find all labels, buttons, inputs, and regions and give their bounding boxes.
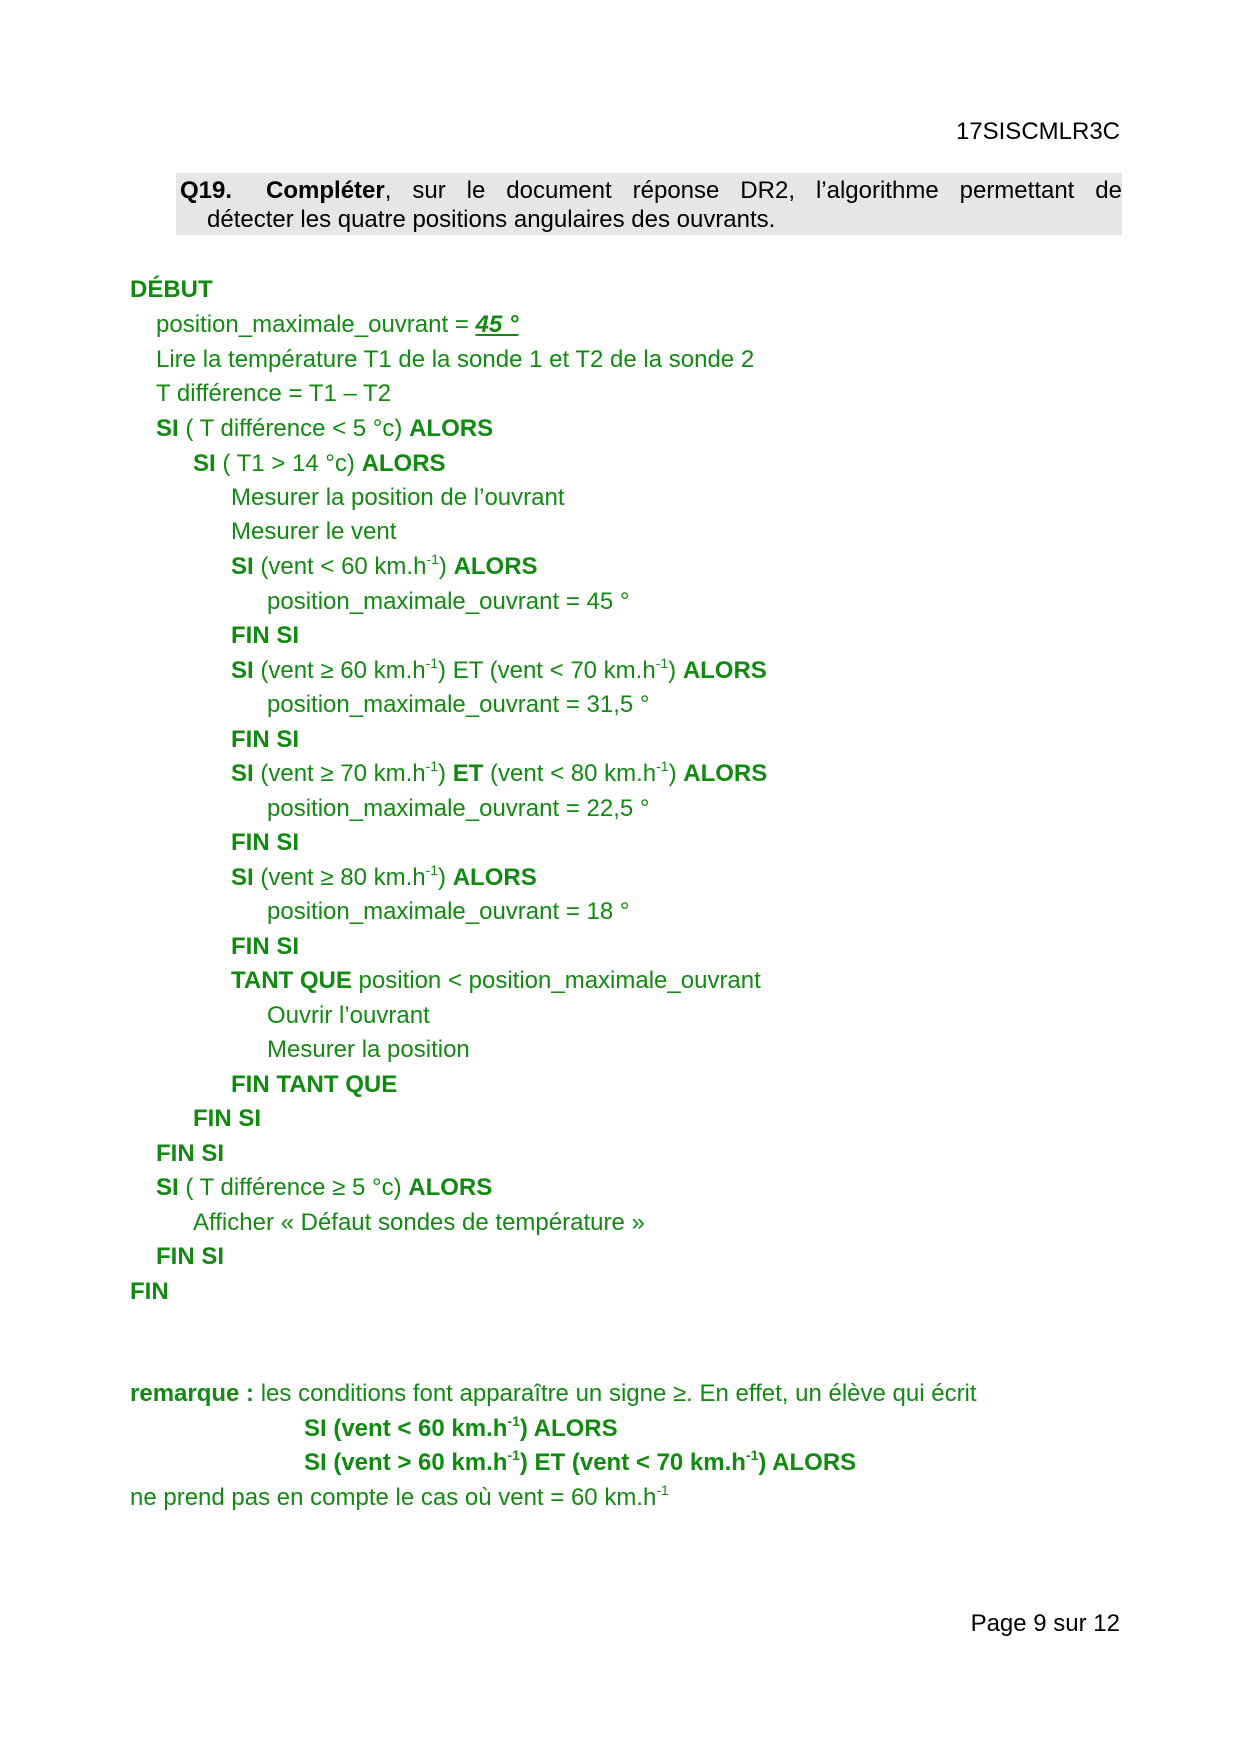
- algo-assign-18: position_maximale_ouvrant = 18 °: [267, 898, 630, 925]
- algo-si-diff: SI ( T différence < 5 °c) ALORS: [156, 415, 494, 442]
- question-line-2: détecter les quatre positions angulaires des ouvrants.: [207, 206, 776, 233]
- algo-fin-si-3: FIN SI: [231, 829, 300, 856]
- page-number: Page 9 sur 12: [970, 1610, 1120, 1637]
- question-text: , sur le document réponse DR2, l’algorithme permettant de: [384, 177, 1122, 204]
- algo-assign-22: position_maximale_ouvrant = 22,5 °: [267, 795, 650, 822]
- remark-example-2: SI (vent > 60 $km.h^{-1}$) ET (vent < 70 $km.h^{-1}$) ALORS: [304, 1447, 857, 1476]
- question-line-1: [180, 177, 1122, 205]
- algo-si-t1: SI ( T1 > 14 °c) ALORS: [193, 450, 446, 477]
- remark-label: remarque :: [130, 1380, 255, 1407]
- question-box: [176, 173, 1122, 235]
- remark-example-1: SI (vent < 60 $km.h^{-1}$) ALORS: [304, 1413, 618, 1442]
- algo-assign-31: position_maximale_ouvrant = 31,5 °: [267, 691, 650, 718]
- algo-debut: DÉBUT: [130, 276, 213, 303]
- algo-fin-si-1: FIN SI: [231, 622, 300, 649]
- remark-conclusion: ne prend pas en compte le cas où vent = 60 $km.h^{-1}$: [130, 1482, 669, 1511]
- question-verb: Compléter: [266, 177, 385, 204]
- algo-measure-pos: Mesurer la position: [267, 1036, 470, 1063]
- algo-fin: FIN: [130, 1278, 169, 1305]
- answer-value: 45 °: [475, 311, 519, 338]
- algo-fin-si-4: FIN SI: [231, 933, 300, 960]
- algo-assign-45: position_maximale_ouvrant = 45 °: [267, 588, 630, 615]
- algo-measure-wind: Mesurer le vent: [231, 518, 397, 545]
- algo-t-diff: T différence = T1 – T2: [156, 380, 392, 407]
- algo-fin-si-diff: FIN SI: [156, 1140, 225, 1167]
- algo-fin-tant-que: FIN TANT QUE: [231, 1071, 398, 1098]
- algo-display-fault: Afficher « Défaut sondes de température »: [193, 1209, 645, 1236]
- algo-tant-que: TANT QUE position < position_maximale_ouvrant: [231, 967, 761, 994]
- algo-si-diff-ge: SI ( T différence ≥ 5 °c) ALORS: [156, 1174, 493, 1201]
- algo-si-wind-1: SI (vent < 60 $km.h^{-1}$) ALORS: [231, 551, 538, 580]
- algo-fin-si-ge: FIN SI: [156, 1243, 225, 1270]
- algo-init-line: position_maximale_ouvrant = 45 °: [156, 311, 519, 338]
- algo-fin-si-2: FIN SI: [231, 726, 300, 753]
- algo-si-wind-2: SI (vent ≥ 60 $km.h^{-1}$) ET (vent < 70 $km.h^{-1}$) ALORS: [231, 655, 767, 684]
- algo-fin-si-t1: FIN SI: [193, 1105, 262, 1132]
- algo-open: Ouvrir l’ouvrant: [267, 1002, 430, 1029]
- algo-si-wind-3: SI (vent ≥ 70 $km.h^{-1}$) ET (vent < 80 $km.h^{-1}$) ALORS: [231, 758, 768, 787]
- document-code: 17SISCMLR3C: [955, 118, 1120, 145]
- algo-read-temps: Lire la température T1 de la sonde 1 et T2 de la sonde 2: [156, 346, 755, 373]
- algo-si-wind-4: SI (vent ≥ 80 $km.h^{-1}$) ALORS: [231, 862, 537, 891]
- question-number: Q19.: [180, 177, 233, 204]
- algo-measure-position: Mesurer la position de l’ouvrant: [231, 484, 565, 511]
- remark-line: remarque : les conditions font apparaître un signe ≥. En effet, un élève qui écrit: [130, 1380, 977, 1407]
